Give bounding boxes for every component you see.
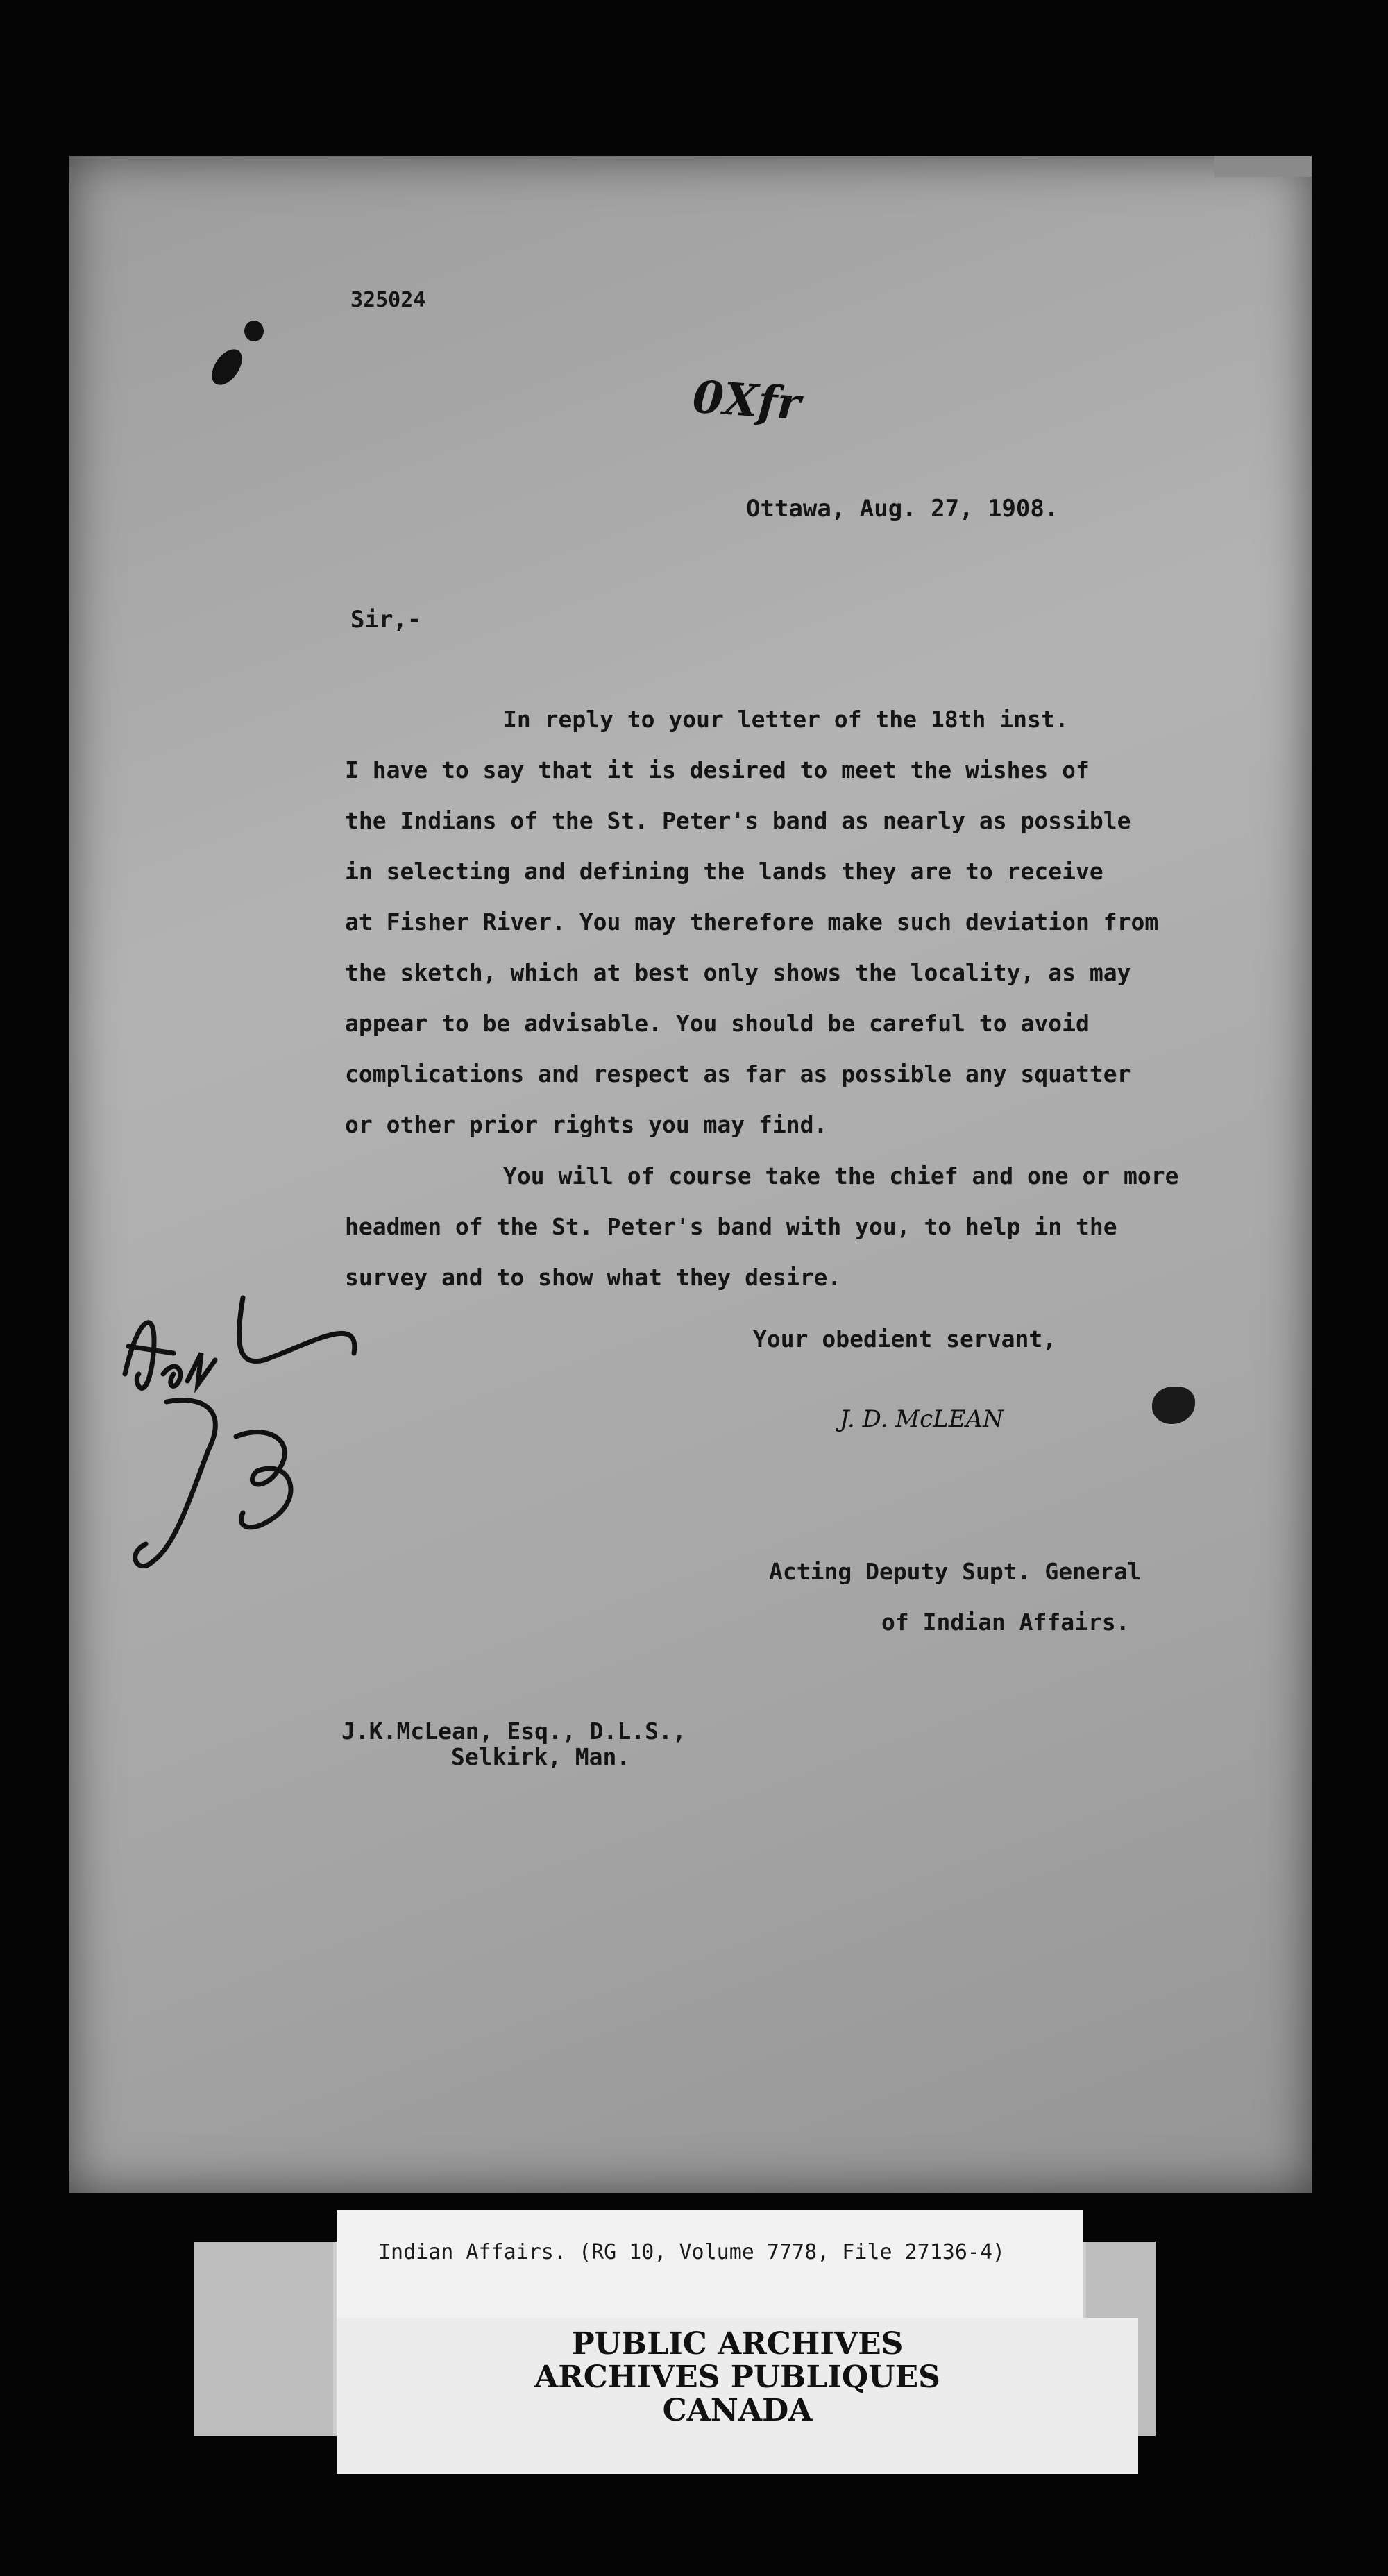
- addressee-line-2: Selkirk, Man.: [451, 1743, 631, 1770]
- body-line: In reply to your letter of the 18th inst.: [503, 706, 1069, 733]
- body-paragraph-2: [345, 1151, 1179, 1303]
- file-number: 325024: [350, 288, 426, 312]
- paper-fold: [1214, 156, 1312, 177]
- body-line: at Fisher River. You may therefore make such deviation from: [345, 908, 1159, 935]
- body-line: headmen of the St. Peter's band with you, to help in the: [345, 1213, 1117, 1240]
- body-line: I have to say that it is desired to meet the wishes of: [345, 756, 1090, 783]
- body-line: the Indians of the St. Peter's band as nearly as possible: [345, 807, 1131, 834]
- body-line: complications and respect as far as possible any squatter: [345, 1060, 1131, 1087]
- addressee-line-1: J.K.McLean, Esq., D.L.S.,: [341, 1718, 686, 1745]
- signature: J. D. McLEAN: [840, 1405, 1004, 1433]
- title-line-1: Acting Deputy Supt. General: [769, 1558, 1142, 1585]
- stamp-line-1: PUBLIC ARCHIVES: [571, 2326, 904, 2362]
- body-paragraph-1: [345, 694, 1158, 1150]
- closing: Your obedient servant,: [753, 1325, 1057, 1353]
- handwritten-mark: 0Xfr: [691, 371, 802, 431]
- stamp-line-3: CANADA: [662, 2393, 813, 2428]
- body-line: or other prior rights you may find.: [345, 1111, 828, 1138]
- stamp-line-2: ARCHIVES PUBLIQUES: [534, 2359, 940, 2395]
- archive-citation: Indian Affairs. (RG 10, Volume 7778, File 27136-4): [378, 2240, 1006, 2264]
- place-date: Ottawa, Aug. 27, 1908.: [746, 495, 1059, 523]
- punch-hole-2: [244, 321, 264, 341]
- margin-initials-drawing: [97, 1270, 375, 1589]
- label-strip-left: [194, 2242, 333, 2436]
- body-line: in selecting and defining the lands they are to receive: [345, 858, 1103, 885]
- body-line: survey and to show what they desire.: [345, 1264, 842, 1291]
- salutation: Sir,-: [350, 606, 422, 634]
- body-line: the sketch, which at best only shows the locality, as may: [345, 959, 1131, 986]
- body-line: appear to be advisable. You should be careful to avoid: [345, 1010, 1090, 1037]
- body-line: You will of course take the chief and one or more: [503, 1162, 1179, 1189]
- title-line-2: of Indian Affairs.: [881, 1609, 1130, 1636]
